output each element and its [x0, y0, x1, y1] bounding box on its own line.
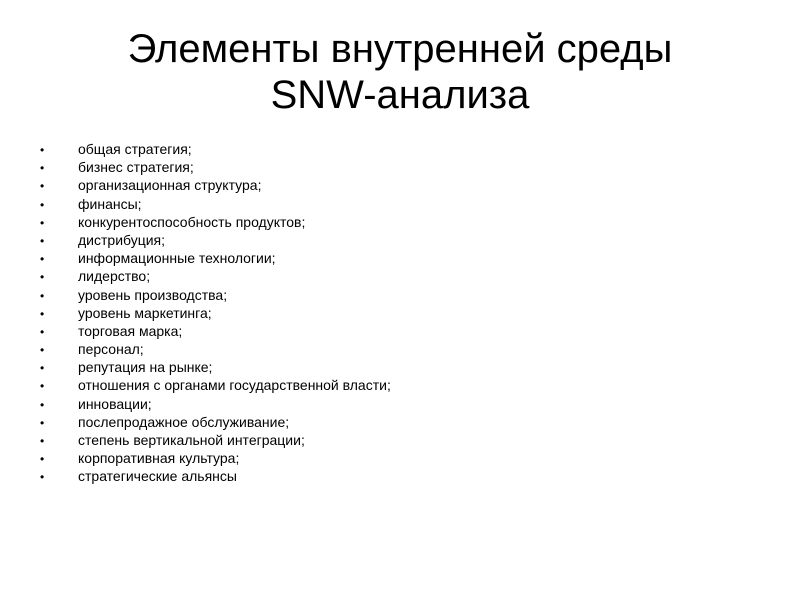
bullet-icon: • [40, 452, 45, 467]
list-item-text: финансы; [78, 195, 142, 212]
list-item [40, 395, 391, 413]
list-item [40, 467, 391, 485]
bullet-icon: • [40, 233, 45, 248]
list-item [40, 322, 391, 340]
bullet-icon: • [40, 252, 45, 267]
list-item-text: конкурентоспособность продуктов; [78, 213, 306, 230]
list-item-text: уровень производства; [78, 286, 228, 303]
list-item [40, 195, 391, 213]
list-item [40, 358, 391, 376]
list-item [40, 413, 391, 431]
list-item-text: отношения с органами государственной власти; [78, 377, 391, 394]
bullet-icon: • [40, 397, 45, 412]
bullet-icon: • [40, 197, 45, 212]
slide-title-line-2: SNW-анализа [270, 73, 530, 117]
list-item-text: стратегические альянсы [78, 468, 237, 485]
list-item [40, 158, 391, 176]
list-item [40, 231, 391, 249]
list-item-text: бизнес стратегия; [78, 159, 194, 176]
list-item [40, 376, 391, 394]
list-item-text: степень вертикальной интеграции; [78, 432, 305, 448]
list-item-text: уровень маркетинга; [78, 304, 212, 321]
list-item-text: торговая марка; [78, 322, 183, 339]
bullet-icon: • [40, 143, 45, 157]
bullet-icon: • [40, 324, 45, 339]
bullet-icon: • [40, 161, 45, 176]
list-item [40, 176, 391, 194]
bullet-icon: • [40, 470, 45, 485]
list-item [40, 267, 391, 285]
list-item [40, 340, 391, 358]
list-item [40, 449, 391, 467]
list-item-text: дистрибуция; [78, 231, 166, 248]
list-item-text: персонал; [78, 341, 144, 358]
slide-title-line-1: Элементы внутренней среды [127, 27, 673, 71]
bullet-icon: • [40, 415, 45, 430]
list-item [40, 249, 391, 267]
bullet-icon: • [40, 270, 45, 285]
list-item [40, 431, 391, 449]
list-item-text: послепродажное обслуживание; [78, 413, 290, 430]
list-item-text: лидерство; [78, 268, 151, 285]
slide-title [40, 26, 760, 118]
list-item-text: информационные технологии; [78, 250, 276, 267]
list-item [40, 286, 391, 304]
list-item [40, 213, 391, 231]
bullet-icon: • [40, 288, 45, 303]
bullet-icon: • [40, 306, 45, 321]
bullet-icon: • [40, 434, 45, 448]
list-item [40, 140, 391, 158]
bullet-icon: • [40, 179, 45, 194]
list-item-text: репутация на рынке; [78, 359, 213, 376]
list-item-text: корпоративная культура; [78, 450, 240, 467]
list-item-text: организационная структура; [78, 177, 262, 194]
list-item-text: общая стратегия; [78, 141, 192, 157]
bullet-list [40, 140, 391, 486]
list-item-text: инновации; [78, 395, 152, 412]
bullet-icon: • [40, 379, 45, 394]
bullet-icon: • [40, 361, 45, 376]
list-item [40, 304, 391, 322]
bullet-icon: • [40, 215, 45, 230]
bullet-icon: • [40, 343, 45, 358]
